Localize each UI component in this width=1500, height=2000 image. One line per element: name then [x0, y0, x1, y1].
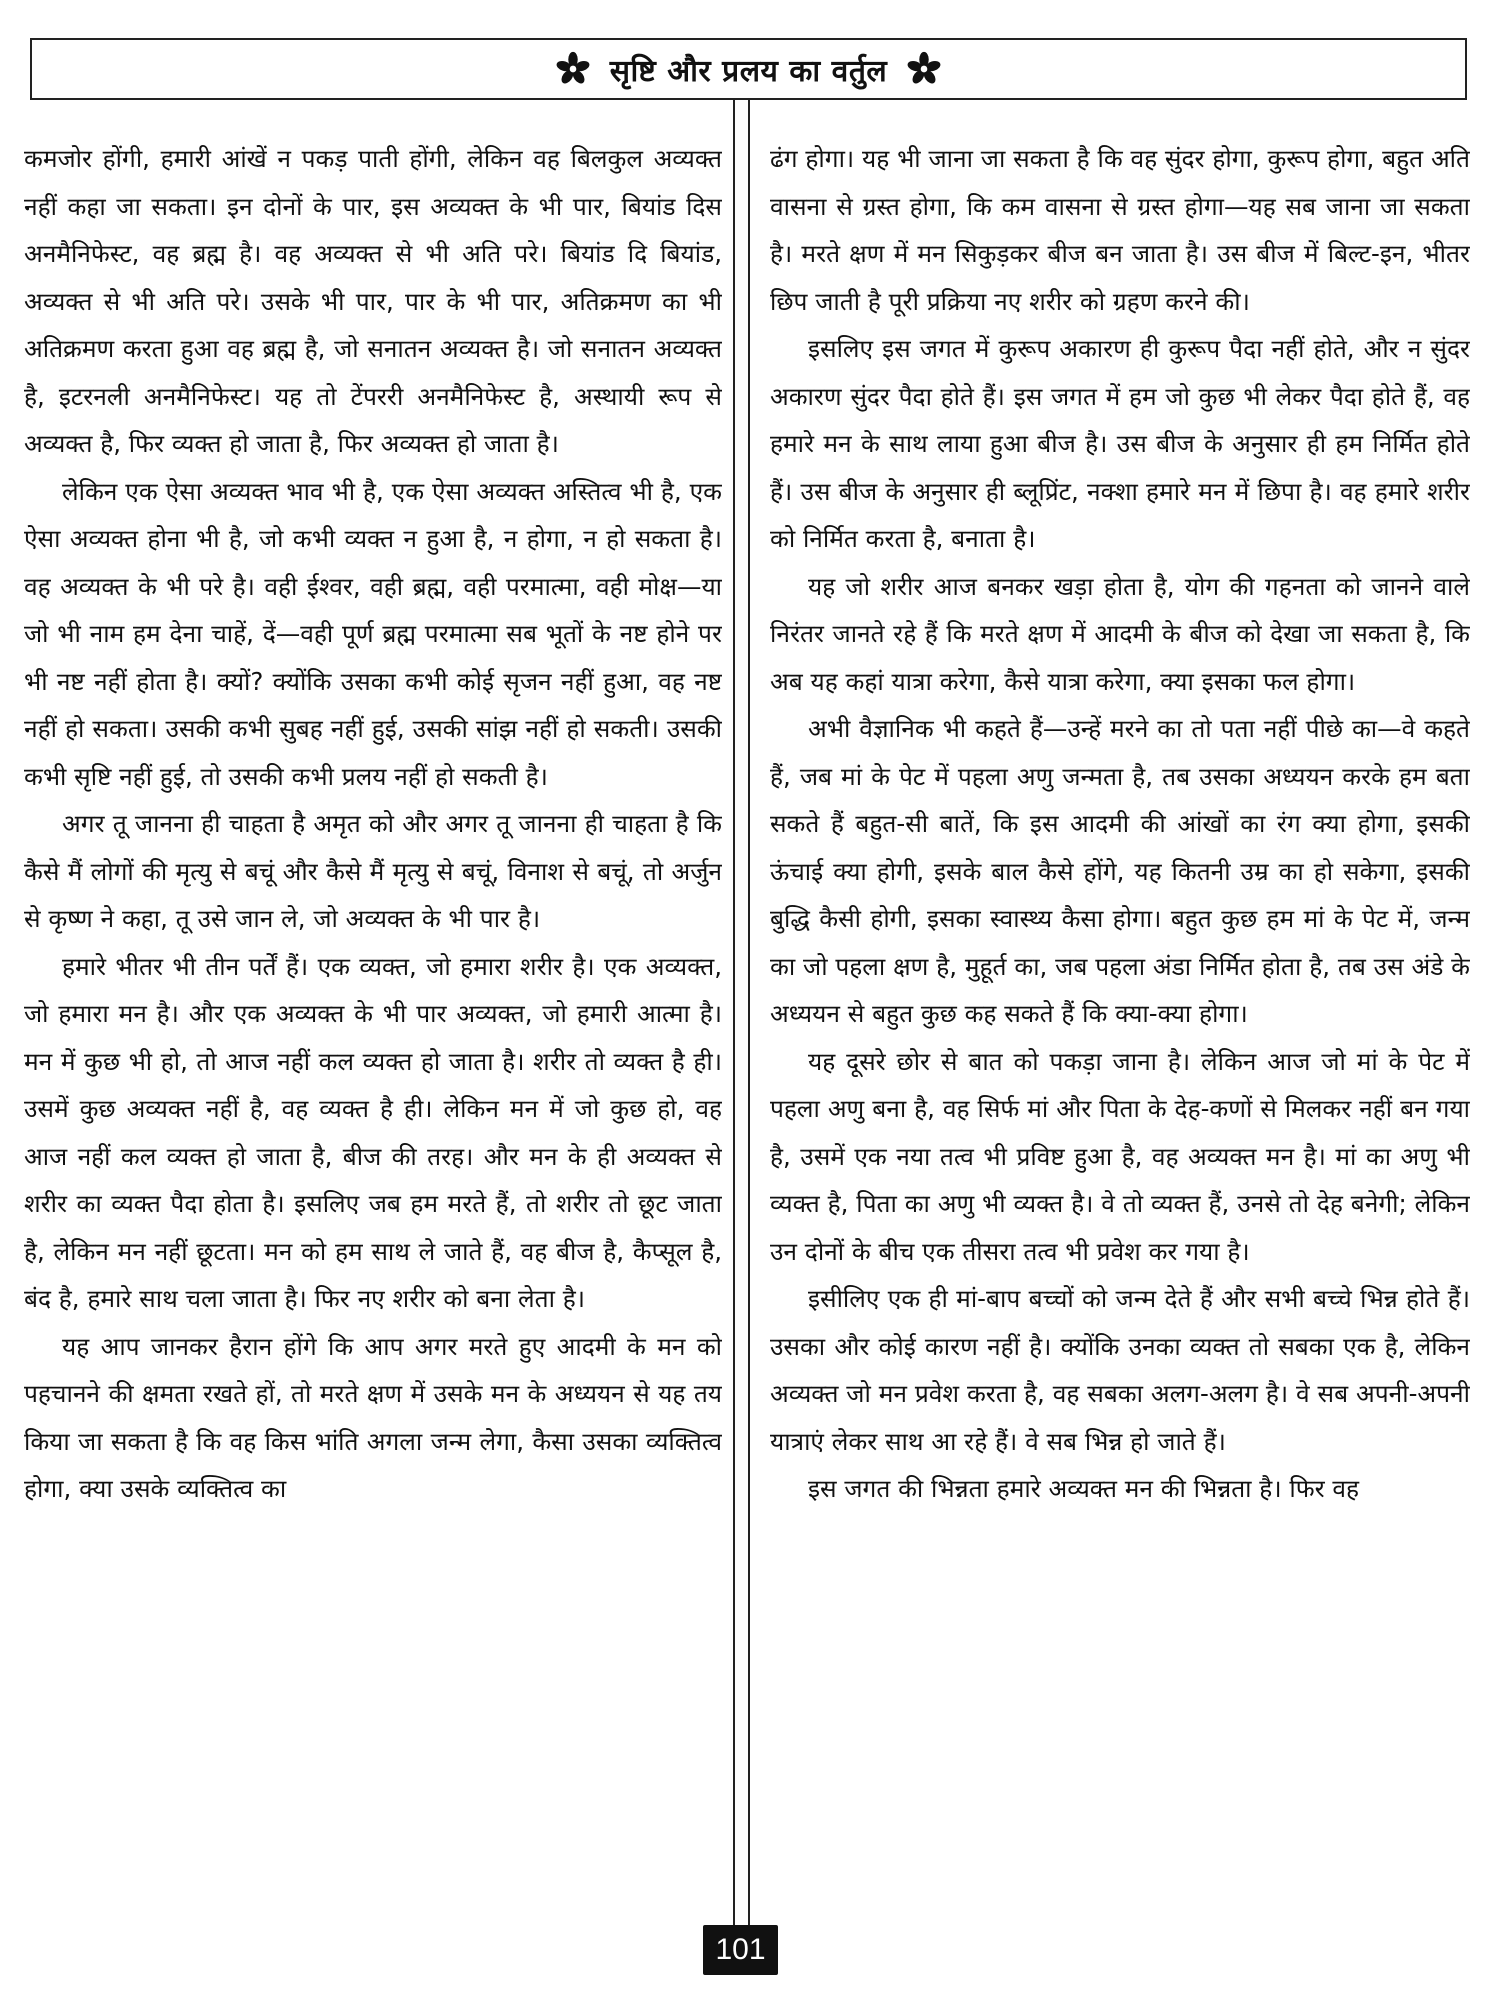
column-divider	[748, 100, 750, 1955]
running-header	[30, 38, 1467, 100]
paragraph: इसलिए इस जगत में कुरूप अकारण ही कुरूप पैदा नहीं होते, और न सुंदर अकारण सुंदर पैदा होते हैं। इस जगत में हम जो कुछ भी लेकर पैदा होते हैं, वह हमारे मन के साथ लाया हुआ बीज है। उस बीज के अनुसार ही हम निर्मित होते हैं। उस बीज के अनुसार ही ब्लूप्रिंट, नक्शा हमारे मन में छिपा है। वह हमारे शरीर को निर्मित करता है, बनाता है।	[770, 334, 1470, 553]
paragraph: यह आप जानकर हैरान होंगे कि आप अगर मरते हुए आदमी के मन को पहचानने की क्षमता रखते हों, तो मरते क्षण में उसके मन के अध्ययन से यह तय किया जा सकता है कि वह किस भांति अगला जन्म लेगा, कैसा उसका व्यक्तित्व होगा, क्या उसके व्यक्तित्व का	[24, 1331, 722, 1503]
paragraph: इसीलिए एक ही मां-बाप बच्चों को जन्म देते हैं और सभी बच्चे भिन्न होते हैं। उसका और कोई कारण नहीं है। क्योंकि उनका व्यक्त तो सबका एक है, लेकिन अव्यक्त जो मन प्रवेश करता है, वह सबका अलग-अलग है। वे सब अपनी-अपनी यात्राएं लेकर साथ आ रहे हैं। वे सब भिन्न हो जाते हैं।	[770, 1284, 1470, 1456]
paragraph: इस जगत की भिन्नता हमारे अव्यक्त मन की भिन्नता है। फिर वह	[808, 1474, 1360, 1503]
column-divider	[733, 100, 735, 1955]
paragraph: ढंग होगा। यह भी जाना जा सकता है कि वह सुंदर होगा, कुरूप होगा, बहुत अति वासना से ग्रस्त होगा, कि कम वासना से ग्रस्त होगा—यह सब जाना जा सकता है। मरते क्षण में मन सिकुड़कर बीज बन जाता है। उस बीज में बिल्ट-इन, भीतर छिप जाती है पूरी प्रक्रिया नए शरीर को ग्रहण करने की।	[770, 144, 1470, 316]
paragraph: कमजोर होंगी, हमारी आंखें न पकड़ पाती होंगी, लेकिन वह बिलकुल अव्यक्त नहीं कहा जा सकता। इन दोनों के पार, इस अव्यक्त के भी पार, बियांड दिस अनमैनिफेस्ट, वह ब्रह्म है। वह अव्यक्त से भी अति परे। बियांड दि बियांड, अव्यक्त से भी अति परे। उसके भी पार, पार के भी पार, अतिक्रमण का भी अतिक्रमण करता हुआ वह ब्रह्म है, जो सनातन अव्यक्त है। जो सनातन अव्यक्त है, इटरनली अनमैनिफेस्ट। यह तो टेंपररी अनमैनिफेस्ट है, अस्थायी रूप से अव्यक्त है, फिर व्यक्त हो जाता है, फिर अव्यक्त हो जाता है।	[24, 144, 722, 458]
page-number: 101	[703, 1925, 778, 1975]
left-column	[24, 135, 722, 1860]
paragraph: अगर तू जानना ही चाहता है अमृत को और अगर तू जानना ही चाहता है कि कैसे मैं लोगों की मृत्यु से बचूं और कैसे मैं मृत्यु से बचूं, विनाश से बचूं, तो अर्जुन से कृष्ण ने कहा, तू उसे जान ले, जो अव्यक्त के भी पार है।	[24, 809, 722, 933]
paragraph: लेकिन एक ऐसा अव्यक्त भाव भी है, एक ऐसा अव्यक्त अस्तित्व भी है, एक ऐसा अव्यक्त होना भी है, जो कभी व्यक्त न हुआ है, न होगा, न हो सकता है। वह अव्यक्त के भी परे है। वही ईश्वर, वही ब्रह्म, वही परमात्मा, वही मोक्ष—या जो भी नाम हम देना चाहें, दें—वही पूर्ण ब्रह्म परमात्मा सब भूतों के नष्ट होने पर भी नष्ट नहीं होता है। क्यों? क्योंकि उसका कभी कोई सृजन नहीं हुआ, वह नष्ट नहीं हो सकता। उसकी कभी सुबह नहीं हुई, उसकी सांझ नहीं हो सकती। उसकी कभी सृष्टि नहीं हुई, तो उसकी कभी प्रलय नहीं हो सकती है।	[24, 476, 722, 791]
paragraph: यह दूसरे छोर से बात को पकड़ा जाना है। लेकिन आज जो मां के पेट में पहला अणु बना है, वह सिर्फ मां और पिता के देह-कणों से मिलकर नहीं बन गया है, उसमें एक नया तत्व भी प्रविष्ट हुआ है, वह अव्यक्त मन है। मां का अणु भी व्यक्त है, पिता का अणु भी व्यक्त है। वे तो व्यक्त हैं, उनसे तो देह बनेगी; लेकिन उन दोनों के बीच एक तीसरा तत्व भी प्रवेश कर गया है।	[770, 1046, 1470, 1266]
paragraph: अभी वैज्ञानिक भी कहते हैं—उन्हें मरने का तो पता नहीं पीछे का—वे कहते हैं, जब मां के पेट में पहला अणु जन्मता है, तब उसका अध्ययन करके हम बता सकते हैं बहुत-सी बातें, कि इस आदमी की आंखों का रंग क्या होगा, इसकी ऊंचाई क्या होगी, इसके बाल कैसे होंगे, यह कितनी उम्र का हो सकेगा, इसकी बुद्धि कैसी होगी, इसका स्वास्थ्य कैसा होगा। बहुत कुछ हम मां के पेट में, जन्म का जो पहला क्षण है, मुहूर्त का, जब पहला अंडा निर्मित होता है, तब उस अंडे के अध्ययन से बहुत कुछ कह सकते हैं कि क्या-क्या होगा।	[770, 714, 1470, 1028]
chapter-title: सृष्टि और प्रलय का वर्तुल	[609, 53, 888, 89]
flower-ornament-icon	[905, 50, 943, 88]
right-column	[770, 135, 1470, 1860]
flower-ornament-icon	[554, 50, 592, 88]
paragraph: यह जो शरीर आज बनकर खड़ा होता है, योग की गहनता को जानने वाले निरंतर जानते रहे हैं कि मरते क्षण में आदमी के बीज को देखा जा सकता है, कि अब यह कहां यात्रा करेगा, कैसे यात्रा करेगा, क्या इसका फल होगा।	[770, 571, 1470, 696]
paragraph: हमारे भीतर भी तीन पर्तें हैं। एक व्यक्त, जो हमारा शरीर है। एक अव्यक्त, जो हमारा मन है। और एक अव्यक्त के भी पार अव्यक्त, जो हमारी आत्मा है। मन में कुछ भी हो, तो आज नहीं कल व्यक्त हो जाता है। शरीर तो व्यक्त है ही। उसमें कुछ अव्यक्त नहीं है, वह व्यक्त है ही। लेकिन मन में जो कुछ हो, वह आज नहीं कल व्यक्त हो जाता है, बीज की तरह। और मन के ही अव्यक्त से शरीर का व्यक्त पैदा होता है। इसलिए जब हम मरते हैं, तो शरीर तो छूट जाता है, लेकिन मन नहीं छूटता। मन को हम साथ ले जाते हैं, वह बीज है, कैप्सूल है, बंद है, हमारे साथ चला जाता है। फिर नए शरीर को बना लेता है।	[24, 951, 722, 1313]
